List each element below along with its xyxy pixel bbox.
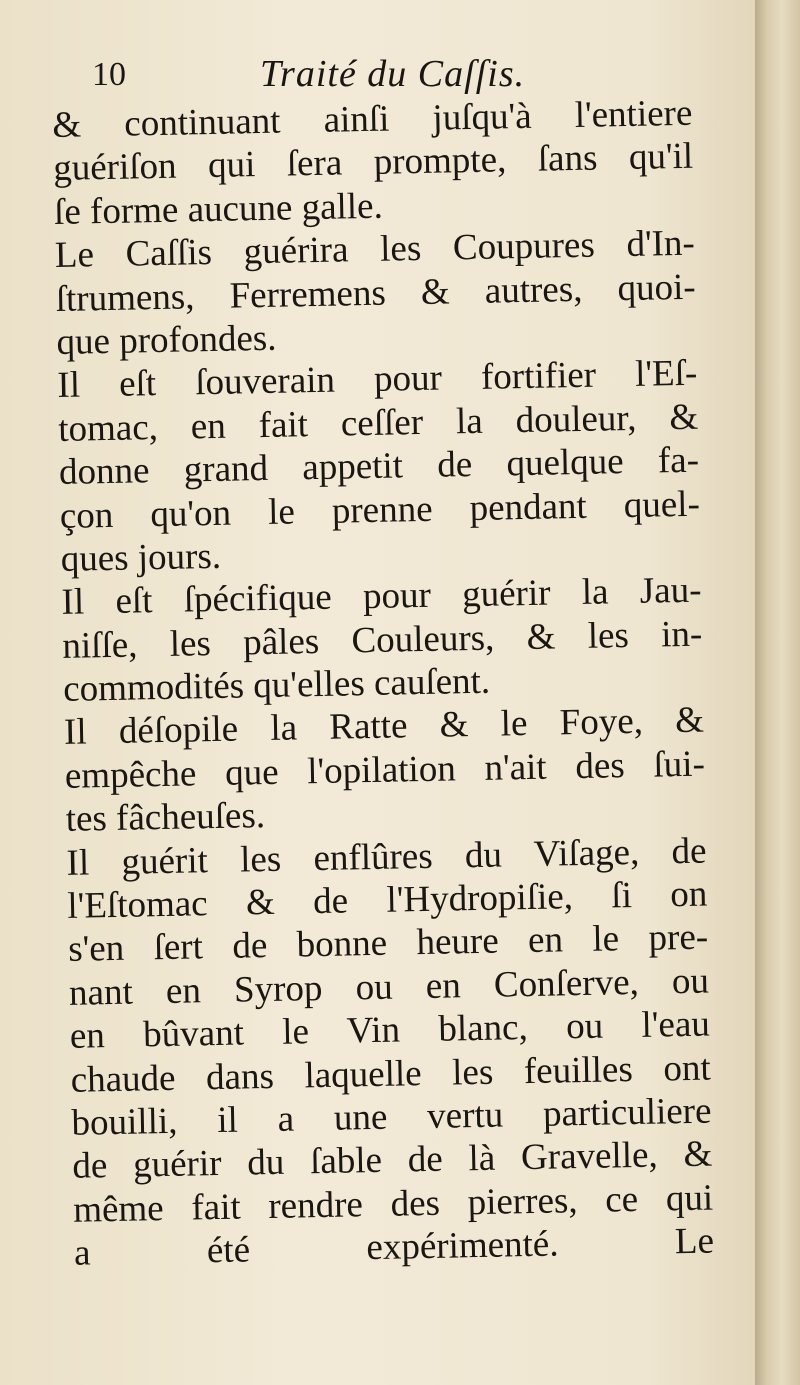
text-line: l'Eſtomac & de l'Hydropiſie, ſi on [67, 873, 708, 927]
text-line: & continuant ainſi juſqu'à l'entiere [52, 92, 693, 146]
text-line: commodités qu'elles cauſent. [62, 660, 491, 710]
text-line: Le Caſſis guérira les Coupures d'In- [54, 222, 696, 277]
text-line: tomac, en fait ceſſer la douleur, & [57, 396, 699, 450]
catchword: Le [674, 1220, 715, 1263]
text-line: ſtrumens, Ferremens & autres, quoi- [55, 266, 697, 320]
page-header [92, 52, 592, 100]
text-line: chaude dans laquelle les feuilles ont [70, 1047, 712, 1101]
text-line: que profondes. [56, 317, 277, 363]
page-gutter [755, 0, 800, 1385]
text-line: bouilli, il a une vertu particuliere [71, 1090, 712, 1144]
text-line: ſe forme aucune galle. [53, 185, 384, 233]
text-line: çon qu'on le prenne pendant quel- [59, 483, 701, 537]
text-line: même fait rendre des pierres, ce qui [72, 1177, 714, 1231]
text-line: s'en ſert de bonne heure en le pre- [67, 916, 709, 971]
text-line: Il déſopile la Ratte & le Foye, & [63, 700, 705, 754]
text-line: empêche que l'opilation n'ait des ſui- [64, 743, 706, 797]
text-line: en bûvant le Vin blanc, ou l'eau [69, 1003, 711, 1058]
text-line: de guérir du ſable de là Gravelle, & [72, 1133, 713, 1188]
text-line: nant en Syrop ou en Conſerve, ou [68, 960, 710, 1014]
text-line: Il eſt ſpécifique pour guérir la Jau- [61, 569, 702, 624]
text-line: tes fâcheuſes. [65, 795, 266, 841]
page-number: 10 [92, 56, 126, 93]
text-line: Il guérit les enflûres du Viſage, de [66, 830, 707, 884]
text-line: Il eſt ſouverain pour fortifier l'Eſ- [57, 353, 698, 407]
text-line: ques jours. [60, 535, 222, 580]
text-line: a été expérimenté. [73, 1223, 559, 1274]
text-line: niſſe, les pâles Couleurs, & les in- [62, 613, 703, 667]
body-text [52, 92, 714, 1276]
text-line: guériſon qui ſera prompte, ſans qu'il [52, 136, 694, 190]
running-title: Traité du Caſſis. [260, 53, 526, 95]
text-line: donne grand appetit de quelque fa- [58, 439, 700, 494]
